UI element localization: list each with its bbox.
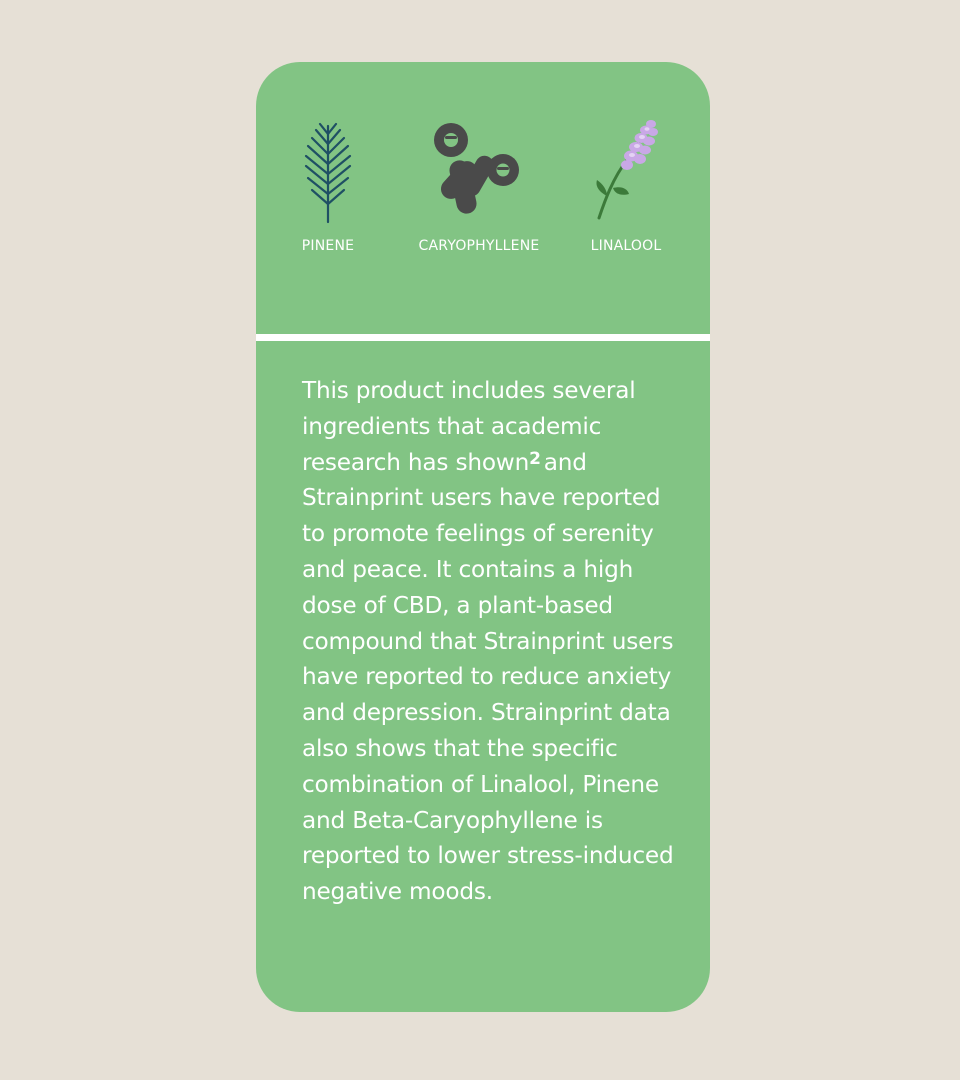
cloves-icon <box>429 120 529 216</box>
terpene-icons-row <box>256 62 710 334</box>
pine-branch-icon <box>298 118 358 228</box>
description-text-end: and Strainprint users have reported to promote feelings of serenity and peace. It contains a high dose of CBD, a plant-based compound that Strainprint users have reported to reduce anxiety and depression. Strainprint data also shows that the specific combination of Linalool, Pinene and Beta-Caryophyllene is reported to lower stress-induced negative moods. <box>302 448 674 906</box>
description-text-start: This product includes several ingredients that academic research has shown <box>302 377 636 476</box>
product-description <box>302 373 682 910</box>
lavender-icon <box>591 114 661 224</box>
terpene-label: PINENE <box>301 238 355 254</box>
terpene-pinene <box>278 62 378 334</box>
terpene-linalool <box>576 62 676 334</box>
terpene-card <box>256 62 710 1012</box>
footnote-reference[interactable]: 2 <box>529 448 541 469</box>
divider <box>256 334 710 341</box>
terpene-caryophyllene <box>396 62 562 334</box>
terpene-label: LINALOOL <box>590 238 662 254</box>
terpene-label: CARYOPHYLLENE <box>418 238 540 254</box>
